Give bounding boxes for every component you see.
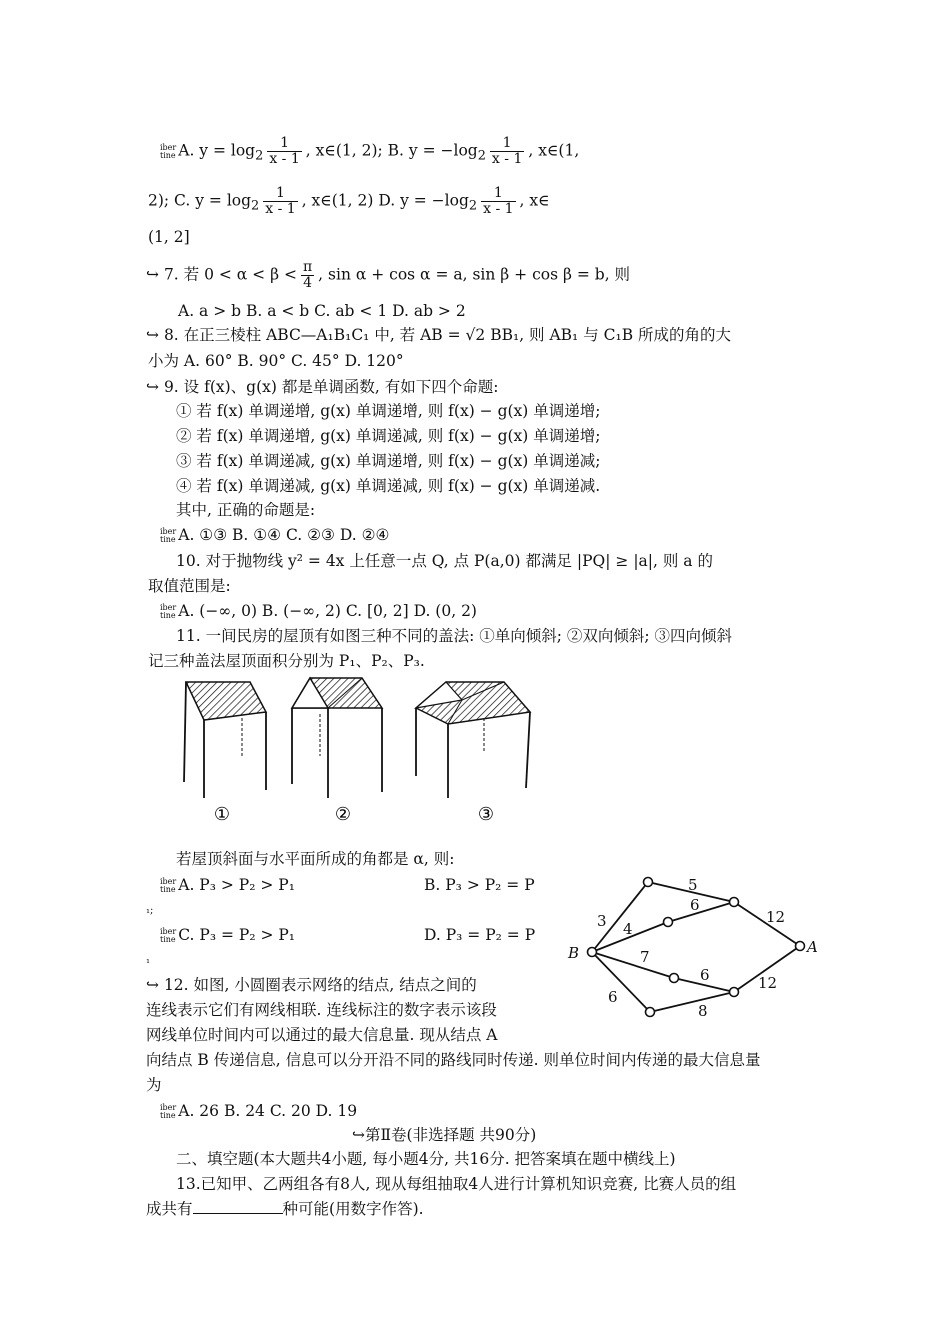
edge-label: 6: [608, 988, 618, 1006]
q12-line2: 连线表示它们有网线相联. 连线标注的数字表示该段: [146, 1001, 497, 1019]
roof-figure: [170, 672, 550, 832]
q12-line1: [146, 974, 477, 996]
roof-house-3: [416, 682, 530, 798]
network-graph: [560, 870, 820, 1020]
node-A: [796, 942, 805, 951]
part2-title: [352, 1124, 536, 1146]
edge-label: 7: [640, 948, 650, 966]
roof-label-3: ③: [477, 804, 495, 825]
q8-text: 8. 在正三棱柱 ABC—A₁B₁C₁ 中, 若 AB = √2 BB₁, 则 AB₁ 与 C₁B 所成的角的大: [163, 326, 732, 344]
q11-cont: 记三种盖法屋顶面积分别为 P₁、P₂、P₃.: [148, 652, 425, 670]
tag-mark: iber tine: [160, 527, 177, 544]
tag-mark: iber tine: [160, 927, 177, 944]
edge-label: 4: [623, 920, 633, 938]
edge-label: 8: [698, 1002, 708, 1020]
q11-option-b: B. P₃ > P₂ = P: [424, 876, 535, 894]
q12-line3: 网线单位时间内可以通过的最大信息量. 现从结点 A: [146, 1026, 498, 1044]
q9-item: ④ 若 f(x) 单调递减, g(x) 单调递减, 则 f(x) − g(x) 单调递减.: [176, 477, 601, 495]
q13-cont-text: 成共有: [146, 1200, 193, 1218]
q11-option-a: [160, 874, 295, 896]
q13-stem: 13.已知甲、乙两组各有8人, 现从每组抽取4人进行计算机知识竞赛, 比赛人员的组: [176, 1175, 737, 1193]
node: [646, 1008, 655, 1017]
q11-option-d-cont: ₁: [146, 955, 151, 966]
edge-label: 12: [766, 908, 786, 926]
log-base: 2: [477, 148, 486, 164]
q12-text: 12. 如图, 小圆圈表示网络的结点, 结点之间的: [163, 976, 477, 994]
node-label-A: A: [807, 938, 818, 956]
q6-option-d: , x∈(1, 2) D. y = −log: [301, 191, 469, 210]
answer-blank[interactable]: [193, 1199, 283, 1214]
q12-options-text: A. 26 B. 24 C. 20 D. 19: [178, 1102, 358, 1120]
node: [644, 878, 653, 887]
arrow-mark: ↪: [146, 326, 159, 344]
part2-section: 二、填空题(本大题共4小题, 每小题4分, 共16分. 把答案填在题中横线上): [176, 1150, 676, 1168]
q6-line3: (1, 2]: [148, 228, 190, 246]
node-B: [588, 948, 597, 957]
edge-label: 5: [688, 876, 698, 894]
arrow-mark: ↪: [352, 1126, 365, 1144]
q9-options: [160, 524, 389, 546]
edge-label: 6: [690, 896, 700, 914]
q12-options: [160, 1100, 357, 1122]
log-base: 2: [255, 148, 264, 164]
q6-option-b: , x∈(1, 2); B. y = −log: [305, 141, 478, 160]
q9-text: 9. 设 f(x)、g(x) 都是单调函数, 有如下四个命题:: [163, 378, 499, 396]
arrow-mark: ↪: [146, 265, 159, 284]
q10-cont: 取值范围是:: [148, 577, 231, 595]
q13-cont: [146, 1198, 424, 1220]
edge-mid-right: [668, 902, 734, 922]
edge-bottom-right: [650, 992, 734, 1012]
tag-mark: iber tine: [160, 603, 177, 620]
q6-line1: [160, 136, 579, 168]
fraction: $\frac{1}{x - 1}$: [265, 185, 296, 217]
q6-option-d-range: , x∈: [519, 191, 550, 210]
q9-item: ① 若 f(x) 单调递增, g(x) 单调递增, 则 f(x) − g(x) 单调递增;: [176, 402, 601, 420]
q7-options: A. a > b B. a < b C. ab < 1 D. ab > 2: [178, 302, 466, 320]
q11-option-c-text: C. P₃ = P₂ > P₁: [178, 926, 296, 944]
q6-option-b-range: , x∈(1,: [528, 141, 580, 160]
fraction: $\frac{\pi}{4}$: [302, 259, 313, 291]
fraction: $\frac{1}{x - 1}$: [491, 135, 523, 167]
q8-stem: [146, 324, 731, 346]
node: [730, 988, 739, 997]
q8-options: 小为 A. 60° B. 90° C. 45° D. 120°: [148, 352, 404, 370]
tag-mark: iber tine: [160, 1103, 177, 1120]
edge-label: 6: [700, 966, 710, 984]
q6-option-c: 2); C. y = log: [148, 191, 252, 210]
q11-question: 若屋顶斜面与水平面所成的角都是 α, 则:: [176, 850, 455, 868]
node: [664, 918, 673, 927]
q9-item: ② 若 f(x) 单调递增, g(x) 单调递减, 则 f(x) − g(x) 单调递增;: [176, 427, 601, 445]
tag-mark: iber tine: [160, 142, 177, 160]
q6-line2: [148, 186, 550, 218]
q11-option-d: D. P₃ = P₂ = P: [424, 926, 536, 944]
q9-stem: [146, 376, 498, 398]
q9-options-text: A. ①③ B. ①④ C. ②③ D. ②④: [178, 526, 390, 544]
part2-title-text: 第Ⅱ卷(非选择题 共90分): [365, 1126, 537, 1144]
node: [730, 898, 739, 907]
arrow-mark: ↪: [146, 976, 159, 994]
q7-text: 7. 若 0 < α < β <: [163, 265, 297, 284]
fraction: $\frac{1}{x - 1}$: [269, 135, 300, 167]
roof-label-1: ①: [213, 804, 231, 825]
q10-options-text: A. (−∞, 0) B. (−∞, 2) C. [0, 2] D. (0, 2): [178, 602, 477, 620]
q10-stem: 10. 对于抛物线 y² = 4x 上任意一点 Q, 点 P(a,0) 都满足 |PQ| ≥ |a|, 则 a 的: [176, 552, 713, 570]
q13-tail: 种可能(用数字作答).: [282, 1200, 424, 1218]
node-label-B: B: [568, 944, 580, 962]
q12-line4: 向结点 B 传递信息, 信息可以分开沿不同的路线同时传递. 则单位时间内传递的最大信息量: [146, 1051, 761, 1069]
fraction: $\frac{1}{x - 1}$: [483, 185, 514, 217]
q7-text-post: , sin α + cos α = a, sin β + cos β = b, 则: [318, 265, 631, 284]
q12-line5: 为: [146, 1076, 162, 1094]
q6-option-a: A. y = log: [178, 141, 256, 160]
arrow-mark: ↪: [146, 378, 159, 396]
q7-stem: [146, 260, 630, 291]
edge-label: 3: [597, 912, 607, 930]
q11-option-b-cont: ₁;: [146, 905, 154, 916]
log-base: 2: [251, 198, 260, 214]
q9-prompt: 其中, 正确的命题是:: [176, 501, 316, 519]
node: [670, 974, 679, 983]
log-base: 2: [468, 198, 478, 214]
q11-stem: 11. 一间民房的屋顶有如图三种不同的盖法: ①单向倾斜; ②双向倾斜; ③四向倾斜: [176, 627, 733, 645]
roof-house-2: [292, 678, 382, 798]
roof-label-2: ②: [334, 804, 352, 825]
q11-option-a-text: A. P₃ > P₂ > P₁: [178, 876, 295, 894]
q10-options: [160, 600, 477, 622]
tag-mark: iber tine: [160, 877, 177, 894]
roof-house-1: [184, 682, 266, 798]
q9-item: ③ 若 f(x) 单调递减, g(x) 单调递增, 则 f(x) − g(x) 单调递减;: [176, 452, 601, 470]
edge-label: 12: [758, 974, 778, 992]
q11-option-c: [160, 924, 295, 946]
